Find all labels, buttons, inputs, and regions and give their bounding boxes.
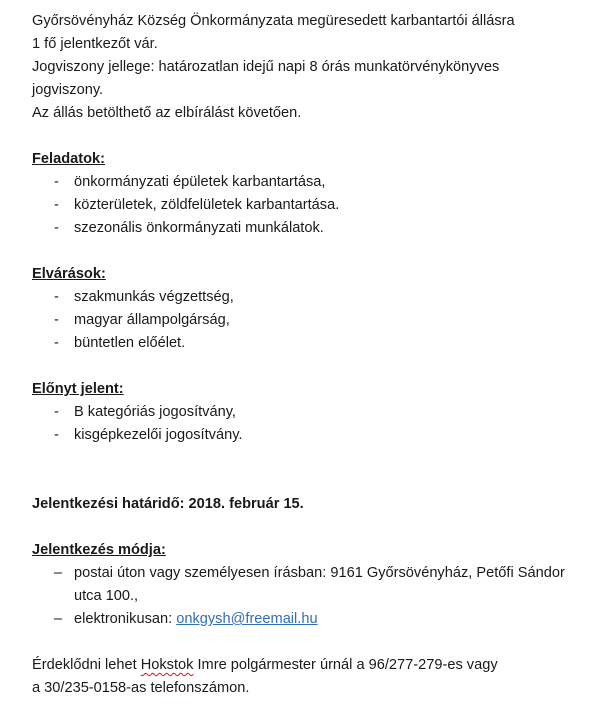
contact-line: a 30/235-0158-as telefonszámon.	[32, 680, 250, 696]
requirements-section	[32, 263, 580, 286]
intro-line: 1 fő jelentkezőt vár.	[32, 36, 158, 52]
dash-bullet: -	[54, 289, 59, 305]
list-item-text: büntetlen előélet.	[74, 335, 186, 351]
email-link[interactable]: onkgysh@freemail.hu	[176, 611, 318, 627]
application-mode-heading: Jelentkezés módja:	[32, 542, 166, 558]
spacer	[32, 447, 580, 493]
dash-bullet: -	[54, 174, 59, 190]
dash-bullet: –	[54, 565, 63, 581]
list-item	[32, 608, 580, 631]
spacer	[32, 125, 580, 148]
contact-text: Imre polgármester úrnál a 96/277-279-es vagy	[193, 657, 498, 673]
requirements-heading: Elvárások:	[32, 266, 106, 282]
list-item-text: szezonális önkormányzati munkálatok.	[74, 220, 324, 236]
list-item-text: közterületek, zöldfelületek karbantartása.	[74, 197, 340, 213]
document-body	[32, 10, 580, 700]
dash-bullet: -	[54, 335, 59, 351]
application-mode-section	[32, 539, 580, 562]
list-item	[32, 424, 580, 447]
list-item	[32, 217, 580, 240]
dash-bullet: –	[54, 611, 63, 627]
list-item-text: szakmunkás végzettség,	[74, 289, 234, 305]
dash-bullet: -	[54, 220, 59, 236]
list-item	[32, 286, 580, 309]
spacer	[32, 355, 580, 378]
dash-bullet: -	[54, 427, 59, 443]
spacer	[32, 516, 580, 539]
tasks-list	[32, 171, 580, 240]
advantages-list	[32, 401, 580, 447]
contact-name-spellcheck: Hokstok	[140, 657, 194, 673]
dash-bullet: -	[54, 312, 59, 328]
postal-address-text: postai úton vagy személyesen írásban: 9161 Győrsövényház, Petőfi Sándor utca 100.,	[74, 565, 565, 604]
advantages-heading: Előnyt jelent:	[32, 381, 124, 397]
electronic-label: elektronikusan:	[74, 611, 177, 627]
spacer	[32, 631, 580, 654]
contact-text: Érdeklődni lehet	[32, 657, 141, 673]
dash-bullet: -	[54, 197, 59, 213]
intro-line: Jogviszony jellege: határozatlan idejű napi 8 órás munkatörvénykönyves	[32, 59, 500, 75]
dash-bullet: -	[54, 404, 59, 420]
list-item-text: B kategóriás jogosítvány,	[74, 404, 236, 420]
list-item	[32, 332, 580, 355]
intro-line: Az állás betölthető az elbírálást követően.	[32, 105, 302, 121]
application-deadline: Jelentkezési határidő: 2018. február 15.	[32, 496, 304, 512]
tasks-heading: Feladatok:	[32, 151, 105, 167]
intro-line: jogviszony.	[32, 82, 104, 98]
list-item-text: kisgépkezelői jogosítvány.	[74, 427, 243, 443]
list-item	[32, 194, 580, 217]
requirements-list	[32, 286, 580, 355]
list-item	[32, 562, 580, 608]
intro-line: Győrsövényház Község Önkormányzata megüresedett karbantartói állásra	[32, 13, 515, 29]
spacer	[32, 240, 580, 263]
application-mode-list	[32, 562, 580, 631]
contact-line	[32, 654, 580, 677]
list-item-text: önkormányzati épületek karbantartása,	[74, 174, 326, 190]
list-item	[32, 171, 580, 194]
list-item	[32, 401, 580, 424]
tasks-section	[32, 148, 580, 171]
advantages-section	[32, 378, 580, 401]
list-item	[32, 309, 580, 332]
list-item-text: magyar állampolgárság,	[74, 312, 230, 328]
